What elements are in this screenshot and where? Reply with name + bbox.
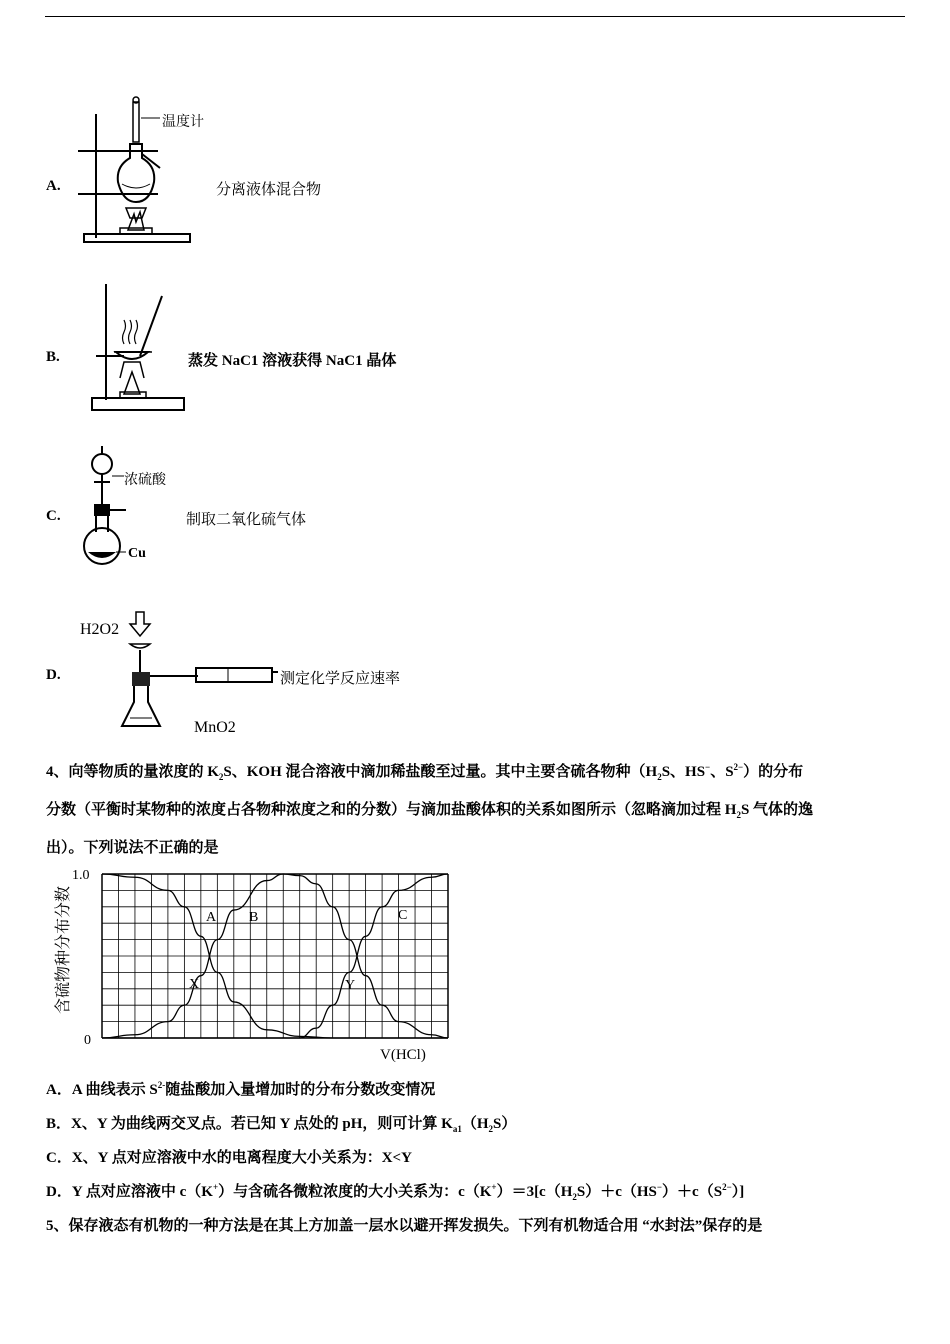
- curve-label-a: A: [206, 910, 217, 925]
- q4-line1: 4、向等物质的量浓度的 $K_2S$、KOH 混合溶液中滴加稀盐酸至过量。其中主要含硫各物种（$H_2S$、HS−、$S^{2-}$）的分布: [46, 762, 804, 782]
- so2-generation-apparatus-figure: [80, 444, 190, 570]
- option-b-text: 蒸发 NaC1 溶液获得 NaC1 晶体: [188, 353, 397, 369]
- intersection-label-y: Y: [345, 978, 356, 993]
- h2o2-label: H2O2: [80, 621, 120, 638]
- q4-choice-a: A．A 曲线表示 $S^{2-}$随盐酸加入量增加时的分布分数改变情况: [46, 1080, 436, 1098]
- distillation-apparatus-figure: [78, 96, 223, 248]
- distribution-fraction-chart: [46, 862, 466, 1068]
- chart-ylabel: 含硫物种分布分数: [55, 885, 72, 1014]
- intersection-label-x: X: [189, 977, 200, 992]
- thermometer-label: 温度计: [162, 115, 204, 130]
- q4-choice-b: B．X、Y 为曲线两交叉点。若已知 Y 点处的 pH，则可计算 $K_{a1}(H_2S)$: [46, 1116, 517, 1134]
- q4-line3: 出）。下列说法不正确的是: [46, 840, 219, 856]
- q4-choice-c: C．X、Y 点对应溶液中水的电离程度大小关系为：X<Y: [46, 1150, 412, 1166]
- reaction-rate-apparatus-figure: [78, 606, 280, 738]
- chart-ytick-top: 1.0: [72, 868, 90, 883]
- curve-label-c: C: [398, 908, 408, 923]
- q5-text: 5、保存液态有机物的一种方法是在其上方加盖一层水以避开挥发损失。下列有机物适合用 “水封法”保存的是: [46, 1218, 763, 1234]
- conc-sulfuric-acid-label: 浓硫酸: [124, 473, 166, 488]
- copper-label: Cu: [128, 546, 146, 561]
- option-a-letter: A.: [46, 178, 61, 194]
- option-d-letter: D.: [46, 667, 61, 683]
- option-c-letter: C.: [46, 508, 61, 524]
- header-rule: [45, 16, 905, 17]
- q4-choice-d: D．Y 点对应溶液中 c（K+）与含硫各微粒浓度的大小关系为：$c(K^+)=3[c(H_2S)+c(HS^-)+c(S^{2-})]$: [46, 1182, 745, 1202]
- chart-grid: [102, 874, 448, 1038]
- evaporation-apparatus-figure: [84, 282, 188, 414]
- chart-ytick-bottom: 0: [84, 1033, 91, 1048]
- option-d-text: 测定化学反应速率: [280, 671, 401, 687]
- curve-label-b: B: [249, 910, 259, 925]
- chart-xlabel: V(HCl): [380, 1047, 426, 1063]
- option-c-text: 制取二氧化硫气体: [186, 512, 307, 528]
- option-a-text: 分离液体混合物: [216, 182, 322, 198]
- q4-line2: 分数（平衡时某物种的浓度占各物种浓度之和的分数）与滴加盐酸体积的关系如图所示（忽略滴加过程 $H_2S$ 气体的逸: [46, 802, 814, 820]
- mno2-label: MnO2: [194, 719, 236, 736]
- option-b-letter: B.: [46, 349, 60, 365]
